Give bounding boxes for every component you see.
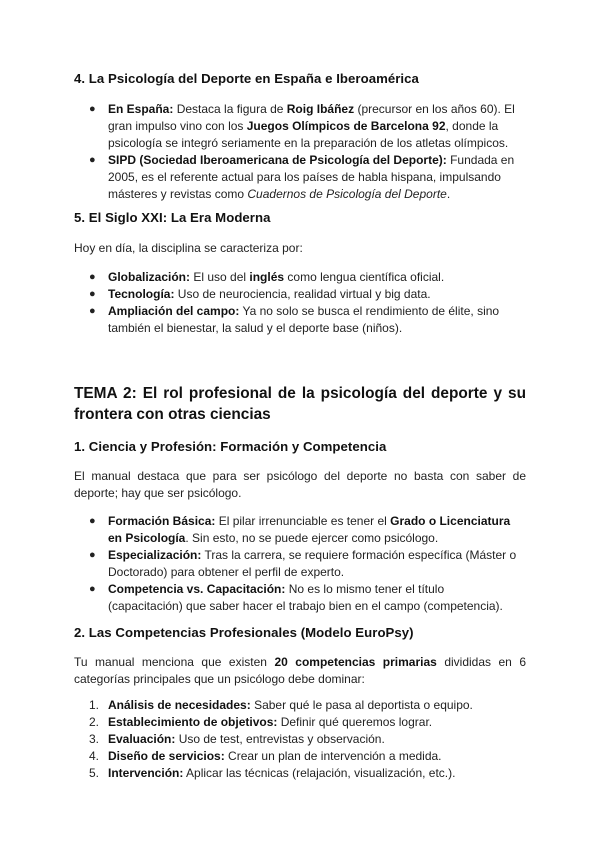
bullet-icon: ● xyxy=(89,103,96,115)
item-text: No es lo mismo tener el título (capacitación) que saber hacer el trabajo bien en el campo (competencia). xyxy=(108,582,503,613)
item-lead: Especialización: xyxy=(108,548,202,562)
item-lead: SIPD (Sociedad Iberoamericana de Psicología del Deporte): xyxy=(108,153,447,167)
intro-text: Tu manual menciona que existen xyxy=(74,655,275,669)
section-4-heading: 4. La Psicología del Deporte en España e Iberoamérica xyxy=(74,71,419,86)
item-number: 3. xyxy=(89,732,100,746)
subsection-2-intro xyxy=(74,654,526,688)
item-text: Tras la carrera, se requiere formación específica (Máster o Doctorado) para obtener el perfil de experto. xyxy=(108,548,517,579)
item-text: Fundada en 2005, es el referente actual para los países de habla hispana, impulsando másteres y revistas como xyxy=(108,153,515,201)
item-lead: En España: xyxy=(108,102,174,116)
subsection-1-intro: El manual destaca que para ser psicólogo del deporte no basta con saber de deporte; hay que ser psicólogo. xyxy=(74,469,526,500)
item-text: Uso de test, entrevistas y observación. xyxy=(175,732,385,746)
list-item xyxy=(89,286,522,303)
item-bold: Juegos Olímpicos de Barcelona 92 xyxy=(246,119,446,133)
section-5-heading: 5. El Siglo XXI: La Era Moderna xyxy=(74,210,271,225)
bullet-icon: ● xyxy=(89,271,96,283)
bullet-icon: ● xyxy=(89,154,96,166)
list-item xyxy=(89,513,522,547)
subsection-2-list xyxy=(89,697,522,782)
tema-2-title xyxy=(74,383,526,425)
intro-text: divididas en 6 categorías principales que un psicólogo debe dominar: xyxy=(74,655,527,686)
item-text: Saber qué le pasa al deportista o equipo. xyxy=(250,698,473,712)
tema-2-title-line-2: frontera con otras ciencias xyxy=(74,406,271,423)
item-lead: Diseño de servicios: xyxy=(108,749,225,763)
list-item xyxy=(89,697,522,714)
list-item xyxy=(89,152,522,203)
item-text: Definir qué queremos lograr. xyxy=(277,715,433,729)
item-number: 1. xyxy=(89,698,100,712)
list-item xyxy=(89,581,522,615)
bullet-icon: ● xyxy=(89,288,96,300)
bullet-icon: ● xyxy=(89,515,96,527)
subsection-1-heading: 1. Ciencia y Profesión: Formación y Competencia xyxy=(74,439,387,454)
section-5-intro: Hoy en día, la disciplina se caracteriza por: xyxy=(74,241,303,255)
item-text: Ya no solo se busca el rendimiento de élite, sino también el bienestar, la salud y el deporte base (niños). xyxy=(108,304,500,335)
list-item xyxy=(89,269,522,286)
item-lead: Formación Básica: xyxy=(108,514,216,528)
item-text: . xyxy=(446,187,451,201)
item-bold: Grado o Licenciatura en Psicología xyxy=(108,514,511,545)
tema-2-title-line-1: TEMA 2: El rol profesional de la psicología del deporte y su xyxy=(74,385,526,402)
list-item xyxy=(89,547,522,581)
item-lead: Competencia vs. Capacitación: xyxy=(108,582,286,596)
item-lead: Establecimiento de objetivos: xyxy=(108,715,278,729)
list-item xyxy=(89,748,522,765)
list-item xyxy=(89,731,522,748)
item-bold: Roig Ibáñez xyxy=(286,102,355,116)
item-bold: inglés xyxy=(249,270,285,284)
item-italic: Cuadernos de Psicología del Deporte xyxy=(247,187,447,201)
item-text: El uso del xyxy=(190,270,250,284)
bullet-icon: ● xyxy=(89,583,96,595)
list-item xyxy=(89,714,522,731)
item-text: Destaca la figura de xyxy=(173,102,287,116)
item-text: como lengua científica oficial. xyxy=(284,270,445,284)
item-lead: Globalización: xyxy=(108,270,191,284)
item-number: 2. xyxy=(89,715,100,729)
item-lead: Ampliación del campo: xyxy=(108,304,240,318)
subsection-2-heading: 2. Las Competencias Profesionales (Modelo EuroPsy) xyxy=(74,625,414,640)
intro-bold: 20 competencias primarias xyxy=(274,655,437,669)
item-lead: Intervención: xyxy=(108,766,184,780)
item-text: . Sin esto, no se puede ejercer como psicólogo. xyxy=(185,531,439,545)
item-lead: Tecnología: xyxy=(108,287,175,301)
item-text: Aplicar las técnicas (relajación, visualización, etc.). xyxy=(183,766,456,780)
item-number: 5. xyxy=(89,766,100,780)
item-lead: Evaluación: xyxy=(108,732,176,746)
item-text: (precursor en los años 60). El gran impulso vino con los xyxy=(108,102,515,133)
list-item xyxy=(89,303,522,337)
item-text: El pilar irrenunciable es tener el xyxy=(215,514,391,528)
item-number: 4. xyxy=(89,749,100,763)
item-text: Crear un plan de intervención a medida. xyxy=(224,749,442,763)
list-item xyxy=(89,101,522,152)
item-lead: Análisis de necesidades: xyxy=(108,698,251,712)
item-text: , donde la psicología se integró seriamente en la preparación de los atletas olímpicos. xyxy=(108,119,509,150)
item-text: Uso de neurociencia, realidad virtual y big data. xyxy=(174,287,431,301)
bullet-icon: ● xyxy=(89,549,96,561)
subsection-1-list xyxy=(89,513,522,615)
bullet-icon: ● xyxy=(89,305,96,317)
section-5-list xyxy=(89,269,522,337)
list-item xyxy=(89,765,522,782)
section-4-list xyxy=(89,101,522,203)
